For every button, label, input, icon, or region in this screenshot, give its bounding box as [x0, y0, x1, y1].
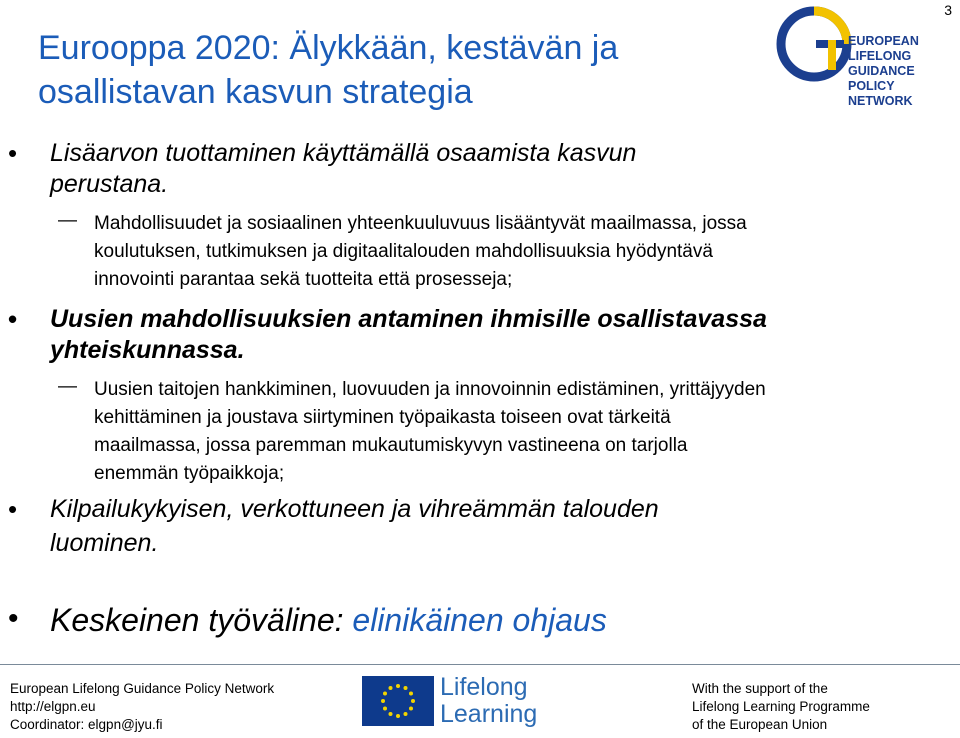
- key-prefix: Keskeinen työväline:: [50, 602, 353, 638]
- subbullet-2-line1: Uusien taitojen hankkiminen, luovuuden ja innovoinnin edistäminen, yrittäjyyden: [94, 379, 766, 400]
- elgpn-logo-icon: [776, 4, 856, 84]
- slide-title: Eurooppa 2020: Älykkään, kestävän ja osallistavan kasvun strategia: [38, 29, 619, 111]
- logo-line3: NETWORK: [848, 94, 913, 108]
- footer-left: [10, 680, 274, 734]
- elgpn-logo-text: [848, 34, 960, 109]
- footer-support-2: Lifelong Learning Programme: [692, 699, 870, 714]
- logo-line1: EUROPEAN LIFELONG: [848, 34, 919, 63]
- subbullet-1-line2: koulutuksen, tutkimuksen ja digitaalitalouden mahdollisuuksia hyödyntävä: [94, 241, 713, 262]
- footer-url[interactable]: http://elgpn.eu: [10, 699, 96, 714]
- footer-support-3: of the European Union: [692, 717, 828, 732]
- dash-icon: —: [58, 376, 77, 397]
- subbullet-1-line3: innovointi parantaa sekä tuotteita että prosesseja;: [94, 269, 513, 290]
- key-text: [50, 600, 607, 640]
- subbullet-2-line4: enemmän työpaikkoja;: [94, 463, 285, 484]
- bullet-1-line2: perustana.: [50, 170, 169, 198]
- bullet-2-line1: Uusien mahdollisuuksien antaminen ihmisille osallistavassa: [50, 305, 767, 333]
- subbullet-2-line3: maailmassa, jossa paremman mukautumiskyvyn vastineena on tarjolla: [94, 435, 688, 456]
- bullet-2-line2: yhteiskunnassa.: [50, 336, 245, 364]
- footer-coordinator: Coordinator: elgpn@jyu.fi: [10, 717, 163, 732]
- subbullet-1-line1: Mahdollisuudet ja sosiaalinen yhteenkuuluvuus lisääntyvät maailmassa, jossa: [94, 213, 747, 234]
- footer: [0, 664, 960, 738]
- lifelong-learning-logo: [440, 674, 537, 728]
- footer-support-1: With the support of the: [692, 681, 828, 696]
- footer-divider: [0, 664, 960, 665]
- bullet-1-line1: Lisäarvon tuottaminen käyttämällä osaamista kasvun: [50, 139, 637, 167]
- footer-right: [692, 680, 870, 734]
- slide-number: 3: [944, 2, 952, 18]
- logo-line2: GUIDANCE POLICY: [848, 64, 915, 93]
- subbullet-2-line2: kehittäminen ja joustava siirtyminen työpaikasta toiseen ovat tärkeitä: [94, 407, 671, 428]
- bullet-dot-icon: •: [8, 494, 18, 524]
- bullet-dot-icon: •: [8, 304, 18, 334]
- eu-flag-icon: [362, 676, 434, 726]
- lll-line1: Lifelong: [440, 673, 528, 701]
- bullet-3-line1: Kilpailukykyisen, verkottuneen ja vihreämmän talouden: [50, 495, 659, 523]
- bullet-dot-icon: •: [8, 138, 18, 168]
- dash-icon: —: [58, 210, 77, 231]
- footer-org: European Lifelong Guidance Policy Network: [10, 681, 275, 696]
- bullet-3-line2: luominen.: [50, 529, 159, 557]
- key-highlight: elinikäinen ohjaus: [352, 602, 607, 638]
- bullet-dot-icon: •: [8, 602, 19, 635]
- lll-line2: Learning: [440, 700, 538, 728]
